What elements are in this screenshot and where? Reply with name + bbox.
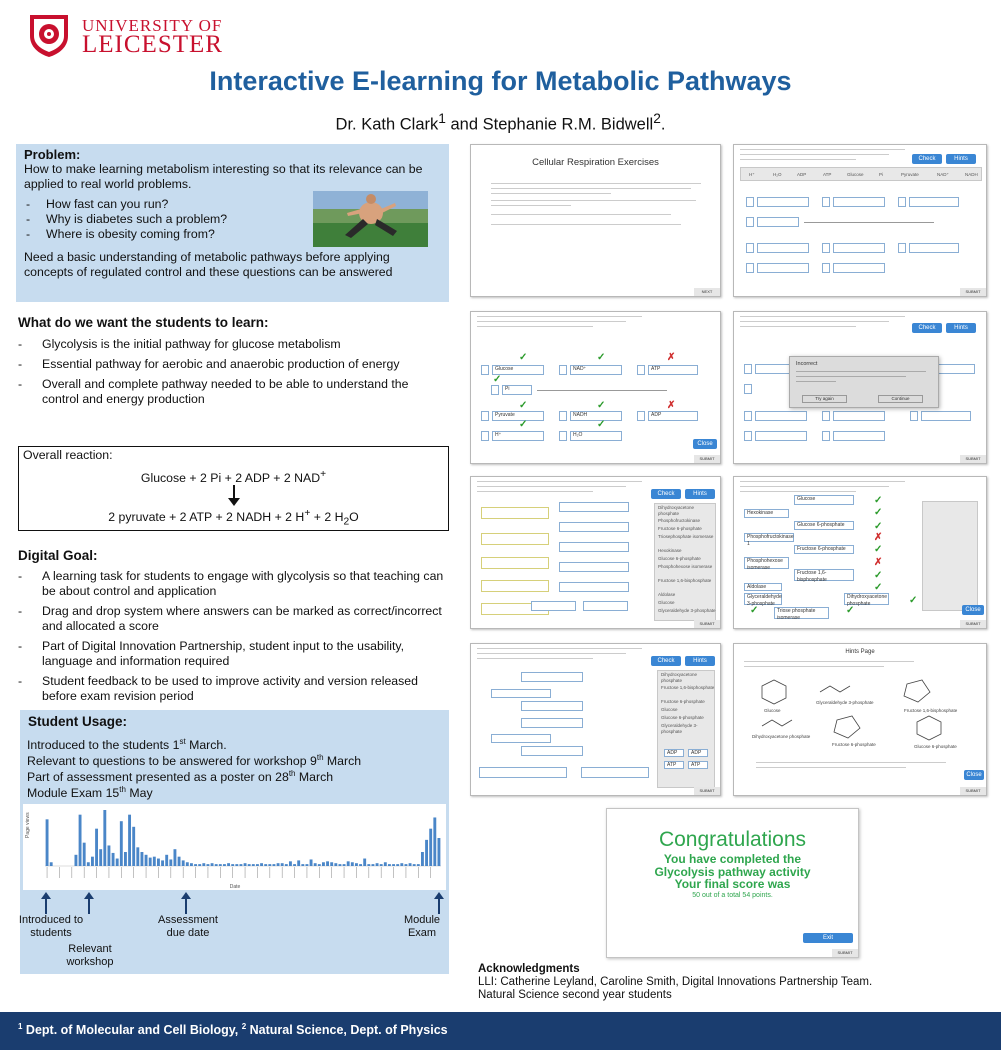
chart-bar [281,863,284,866]
chart-bar [293,864,296,866]
usage-line: Module Exam 15th May [27,785,153,801]
chart-bar [285,864,288,866]
problem-section [16,144,449,302]
chart-bar [322,862,325,866]
problem-text: How to make learning metabolism interesting so that its relevance can be applied to real world problems. [24,162,423,191]
chart-bar [186,862,189,866]
chart-bar [248,864,251,866]
chart-bar [343,864,346,866]
usage-section [20,710,449,974]
submit-button[interactable]: SUBMIT [694,620,720,628]
hints-button[interactable]: Hints [946,154,976,164]
chart-bar [318,864,321,866]
chart-bar [190,863,193,866]
chart-bar [347,861,350,866]
chart-bar [231,864,234,866]
chart-bar [396,864,399,866]
submit-button[interactable]: SUBMIT [960,787,986,795]
chart-bar [46,819,49,866]
list-item: - Why is diabetes such a problem? [24,212,441,227]
chart-bar [338,864,341,866]
screenshot-congratulations [606,808,859,958]
screenshot-glycolysis-empty [470,476,721,629]
chart-bar [227,863,230,866]
screenshot-intro [470,144,721,297]
goal-heading: Digital Goal: [18,548,98,563]
screenshot-glycolysis-cofactors [470,643,721,796]
chart-bar [355,863,358,866]
chart-bar [244,863,247,866]
svg-text:Glucose 6-phosphate: Glucose 6-phosphate [914,744,957,749]
chart-bar [314,863,317,866]
chart-bar [91,857,94,866]
congrats-message: You have completed the Glycolysis pathway activity Your final score was [654,852,811,891]
chart-bar [182,860,185,866]
chart-bar [421,852,424,866]
chart-bar [112,853,115,866]
try-again-button[interactable]: Try again [802,395,847,403]
chart-bar [206,864,209,866]
enzyme-list: Dihydroxyacetone phosphate Phosphofructokinase Fructose 6-phosphate Triosephosphate isomerase Hexokinase Glucose 6-phosphate Phosphohexose isomerase Fructose 1,6-bisphosphate Aldolase Glucose Glyceraldehyde 3-phosphate [654,503,716,621]
submit-button[interactable]: SUBMIT [960,620,986,628]
chart-bar [95,829,98,866]
annotation-arrows [20,892,449,916]
chart-bar [169,859,172,866]
reaction-reactants: Glucose + 2 Pi + 2 ADP + 2 NAD+ [140,469,327,486]
feedback-dialog: Incorrect Try again Continue [789,356,939,408]
chart-bar [277,863,280,866]
chart-bar [140,852,143,866]
author-2: Stephanie R.M. Bidwell [482,115,654,134]
learn-list [18,337,448,412]
chart-y-label: Page views [25,812,31,838]
chart-bar [367,864,370,866]
close-button[interactable]: Close [962,605,984,615]
chart-bar [165,855,168,866]
close-button[interactable]: Close [964,770,984,780]
hints-button[interactable]: Hints [685,489,715,499]
next-button[interactable]: NEXT [694,288,720,296]
affiliations-footer: $^1$ Dept. of Molecular and Cell Biology, $^2$ Natural Science, Dept. of Physics [0,1012,1001,1050]
submit-button[interactable]: SUBMIT [960,455,986,463]
chart-bar [310,859,313,866]
chart-bar [380,864,383,866]
check-button[interactable]: Check [912,154,942,164]
chart-bar [153,857,156,866]
overall-reaction-box [18,446,449,531]
chart-bar [429,829,432,866]
list-item: - A learning task for students to engage with glycolysis so that teaching can be about control and application [18,569,448,599]
chart-bar [297,860,300,866]
usage-chart [23,804,446,890]
close-button[interactable]: Close [693,439,717,449]
authors: Dr. Kath Clark$^1$ and Stephanie R.M. Bidwell$^2$. [335,111,666,134]
annotation-exam: Module Exam [403,914,441,939]
reaction-products: 2 pyruvate + 2 ATP + 2 NADH + 2 H+ + 2 $H_2O$ [108,508,359,528]
chart-bar [400,863,403,866]
chart-bar [194,864,197,866]
chart-bar [157,859,160,866]
chart-bar [392,864,395,866]
chart-bar [437,838,440,866]
molecule-list: Dihydroxyacetone phosphate Fructose 1,6-bisphosphate Fructose 6-phosphate Glucose Glucose 6-phosphate Glyceraldehyde 3-phosphate ADP ADP ATP ATP [657,670,715,788]
chart-bar [260,863,263,866]
chart-bar [74,855,77,866]
ack-line: Natural Science second year students [478,989,672,1001]
chart-bar [425,840,428,866]
annotation-assessment: Assessment due date [158,914,218,939]
check-button[interactable]: Check [912,323,942,333]
submit-button[interactable]: SUBMIT [694,455,720,463]
chart-bar [202,863,205,866]
chart-bar [145,855,148,866]
submit-button[interactable]: SUBMIT [694,787,720,795]
screenshot-formula-marked: ✓ ✓ ✗ Glucose NAD⁺ ATP ✓ Pi ✓ ✓ ✗ Pyruvate NADH ADP ✓ ✓ H⁺ H₂O Close SUBMIT [470,311,721,464]
screenshot-feedback-dialog [733,311,987,464]
chart-bar [363,859,366,866]
chart-bar [124,852,127,866]
logo-line-2: LEICESTER [82,31,223,58]
list-item: - Student feedback to be used to improve activity and version released before exam revision period [18,674,448,704]
exit-button[interactable]: Exit [803,933,853,943]
logo-line-1: UNIVERSITY OF [82,16,223,35]
congrats-title: Congratulations [658,828,807,851]
chart-bar [79,815,82,866]
poster-title: Interactive E-learning for Metabolic Pathways [209,66,792,96]
chart-bar [351,862,354,866]
chart-bar [128,815,131,866]
ack-line: LLI: Catherine Leyland, Caroline Smith, Digital Innovations Partnership Team. [478,976,873,988]
chart-bar [116,859,119,866]
hints-button[interactable]: Hints [946,323,976,333]
chart-bar [413,864,416,866]
molecule-structures [742,674,982,754]
usage-heading: Student Usage: [28,714,128,729]
chart-bar [330,862,333,866]
usage-line: Introduced to the students 1st March. [27,737,227,753]
chart-bar [305,864,308,866]
chart-bar [223,864,226,866]
annotation-workshop: Relevant workshop [66,943,114,968]
chart-bar [198,864,201,866]
chart-bar [301,864,304,866]
svg-text:Fructose 6-phosphate: Fructose 6-phosphate [832,742,876,747]
usage-line: Relevant to questions to be answered for workshop 9th March [27,753,362,769]
hints-button[interactable]: Hints [685,656,715,666]
usage-line: Part of assessment presented as a poster on 28th March [27,769,334,785]
shield-icon [26,12,72,58]
list-item: - Where is obesity coming from? [24,227,441,242]
author-1: Dr. Kath Clark [335,115,439,134]
chart-bar [376,863,379,866]
chart-bar [256,864,259,866]
goal-list [18,569,448,709]
chart-bar [268,864,271,866]
submit-button[interactable]: SUBMIT [960,288,986,296]
chart-bar [264,864,267,866]
chart-bar [173,849,176,866]
chart-bar [215,864,218,866]
screenshot-hints-page [733,643,987,796]
learn-heading: What do we want the students to learn: [18,315,269,330]
chart-bar [326,861,329,866]
continue-button[interactable]: Continue [878,395,923,403]
arrow-down-icon [219,485,249,507]
chart-bar [120,821,123,866]
chart-bar [50,862,53,866]
list-item: - Glycolysis is the initial pathway for glucose metabolism [18,337,448,352]
check-button[interactable]: Check [651,489,681,499]
chart-bar [178,857,181,866]
svg-text:Dihydroxyacetone phosphate: Dihydroxyacetone phosphate [752,734,811,739]
chart-bar [239,864,242,866]
chart-bar [384,862,387,866]
reaction-label: Overall reaction: [23,448,113,462]
hints-title: Hints Page [845,649,875,655]
chart-bar [235,864,238,866]
problem-need: Need a basic understanding of metabolic pathways before applying concepts of regulated control and these questions can be answered [24,250,393,279]
annotation-introduced: Introduced to students [18,914,84,939]
svg-text:Glyceraldehyde 3-phosphate: Glyceraldehyde 3-phosphate [816,700,874,705]
chart-bar [99,849,102,866]
check-button[interactable]: Check [651,656,681,666]
svg-text:Fructose 1,6-bisphosphate: Fructose 1,6-bisphosphate [904,708,958,713]
screenshot-glycolysis-marked: Glucose ✓ Hexokinase ✓ Glucose 6-phosphate ✓ Phosphofructokinase 1 ✗ Fructose 6-phosphate ✓ Phosphohexose isomerase ✗ Fructose 1,6-bisphosphate ✓ Aldolase ✓ Glyceraldehyde 3-phosphate Dihydroxyacetone phosphate ✓ Triose phosphate isomerase ✓ ✓ Close SUBMIT [733,476,987,629]
chart-bar [132,827,135,866]
chart-bar [334,863,337,866]
chart-bar [103,810,106,866]
chart-bar [83,843,86,866]
chart-bar [404,864,407,866]
usage-chart-svg [23,804,446,890]
chart-bar [359,864,362,866]
chart-bar [107,845,110,866]
list-item: - Overall and complete pathway needed to be able to understand the control and energy production [18,377,448,407]
runner-photo [313,191,428,247]
list-item: - Essential pathway for aerobic and anaerobic production of energy [18,357,448,372]
chart-bar [252,864,255,866]
acknowledgments [478,963,998,1002]
list-item: - Part of Digital Innovation Partnership, student input to the usability, language and information required [18,639,448,669]
list-item: - How fast can you run? [24,197,441,212]
final-score: 50 out of a total 54 points. [692,892,773,899]
submit-button[interactable]: SUBMIT [832,949,858,957]
palette: H⁺ H₂O ADP ATP Glucose Pi Pyruvate NAD⁺ NADH [740,167,982,181]
chart-bar [409,863,412,866]
chart-bar [433,817,436,866]
chart-bar [289,861,292,866]
chart-bar [149,858,152,866]
list-item: - Drag and drop system where answers can be marked as correct/incorrect and allocated a score [18,604,448,634]
chart-bar [136,847,139,866]
university-logo [26,12,241,58]
screenshot-formula-empty [733,144,987,297]
svg-text:Glucose: Glucose [764,708,781,713]
chart-x-label: Date [229,884,241,890]
chart-bar [417,864,420,866]
chart-bar [219,864,222,866]
chart-bar [272,864,275,866]
chart-bar [388,864,391,866]
chart-bar [161,860,164,866]
problem-heading: Problem: [24,147,81,162]
chart-bar [371,864,374,866]
chart-bar [87,862,90,866]
screen-title: Cellular Respiration Exercises [532,157,659,168]
chart-bar [211,863,214,866]
ack-heading: Acknowledgments [478,963,580,975]
